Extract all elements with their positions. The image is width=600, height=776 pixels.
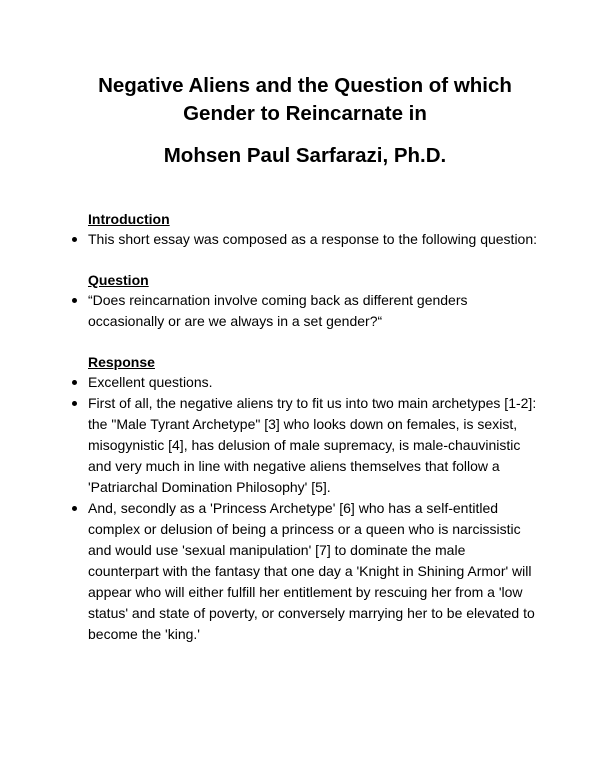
list-item [70,290,540,332]
section-heading-response: Response [88,354,155,370]
section-heading-introduction: Introduction [88,211,170,227]
author-name: Mohsen Paul Sarfarazi, Ph.D. [163,144,447,167]
title-line-1: Negative Aliens and the Question of which [98,74,512,97]
bullet-list-introduction [70,229,540,250]
list-item-text: Excellent questions. [88,374,213,390]
list-item [70,372,540,393]
section-response [70,353,540,645]
list-item-text: First of all, the negative aliens try to fit us into two main archetypes [1-2]: the "Male Tyrant Archetype" [3] who looks down on females, is sexist, misogynistic [4], has delusion of male supremacy, is male-chauvinistic and very much in line with negative aliens themselves that follow a 'Patriarchal Domination Philosophy' [5]. [88,395,537,495]
list-item [70,498,540,645]
list-item [70,393,540,498]
bullet-icon [72,506,77,511]
title-line-2: Gender to Reincarnate in [183,102,427,125]
section-heading-question: Question [88,272,149,288]
bullet-list-response [70,372,540,645]
section-question [70,271,540,332]
list-item [70,229,540,250]
bullet-icon [72,401,77,406]
list-item-text: “Does reincarnation involve coming back as different genders occasionally or are we always in a set gender?“ [88,292,468,329]
list-item-text: And, secondly as a 'Princess Archetype' [6] who has a self-entitled complex or delusion of being a princess or a queen who is narcissistic and would use 'sexual manipulation' [7] to dominate the male counterpart with the fantasy that one day a 'Knight in Shining Armor' will appear who will either fulfill her entitlement by rescuing her from a 'low status' and state of poverty, or conversely marrying her to be elevated to become the 'king.' [88,500,535,642]
bullet-list-question [70,290,540,332]
list-item-text: This short essay was composed as a response to the following question: [88,231,538,247]
bullet-icon [72,380,77,385]
document-title [70,72,540,128]
bullet-icon [72,237,77,242]
section-introduction [70,210,540,250]
bullet-icon [72,298,77,303]
